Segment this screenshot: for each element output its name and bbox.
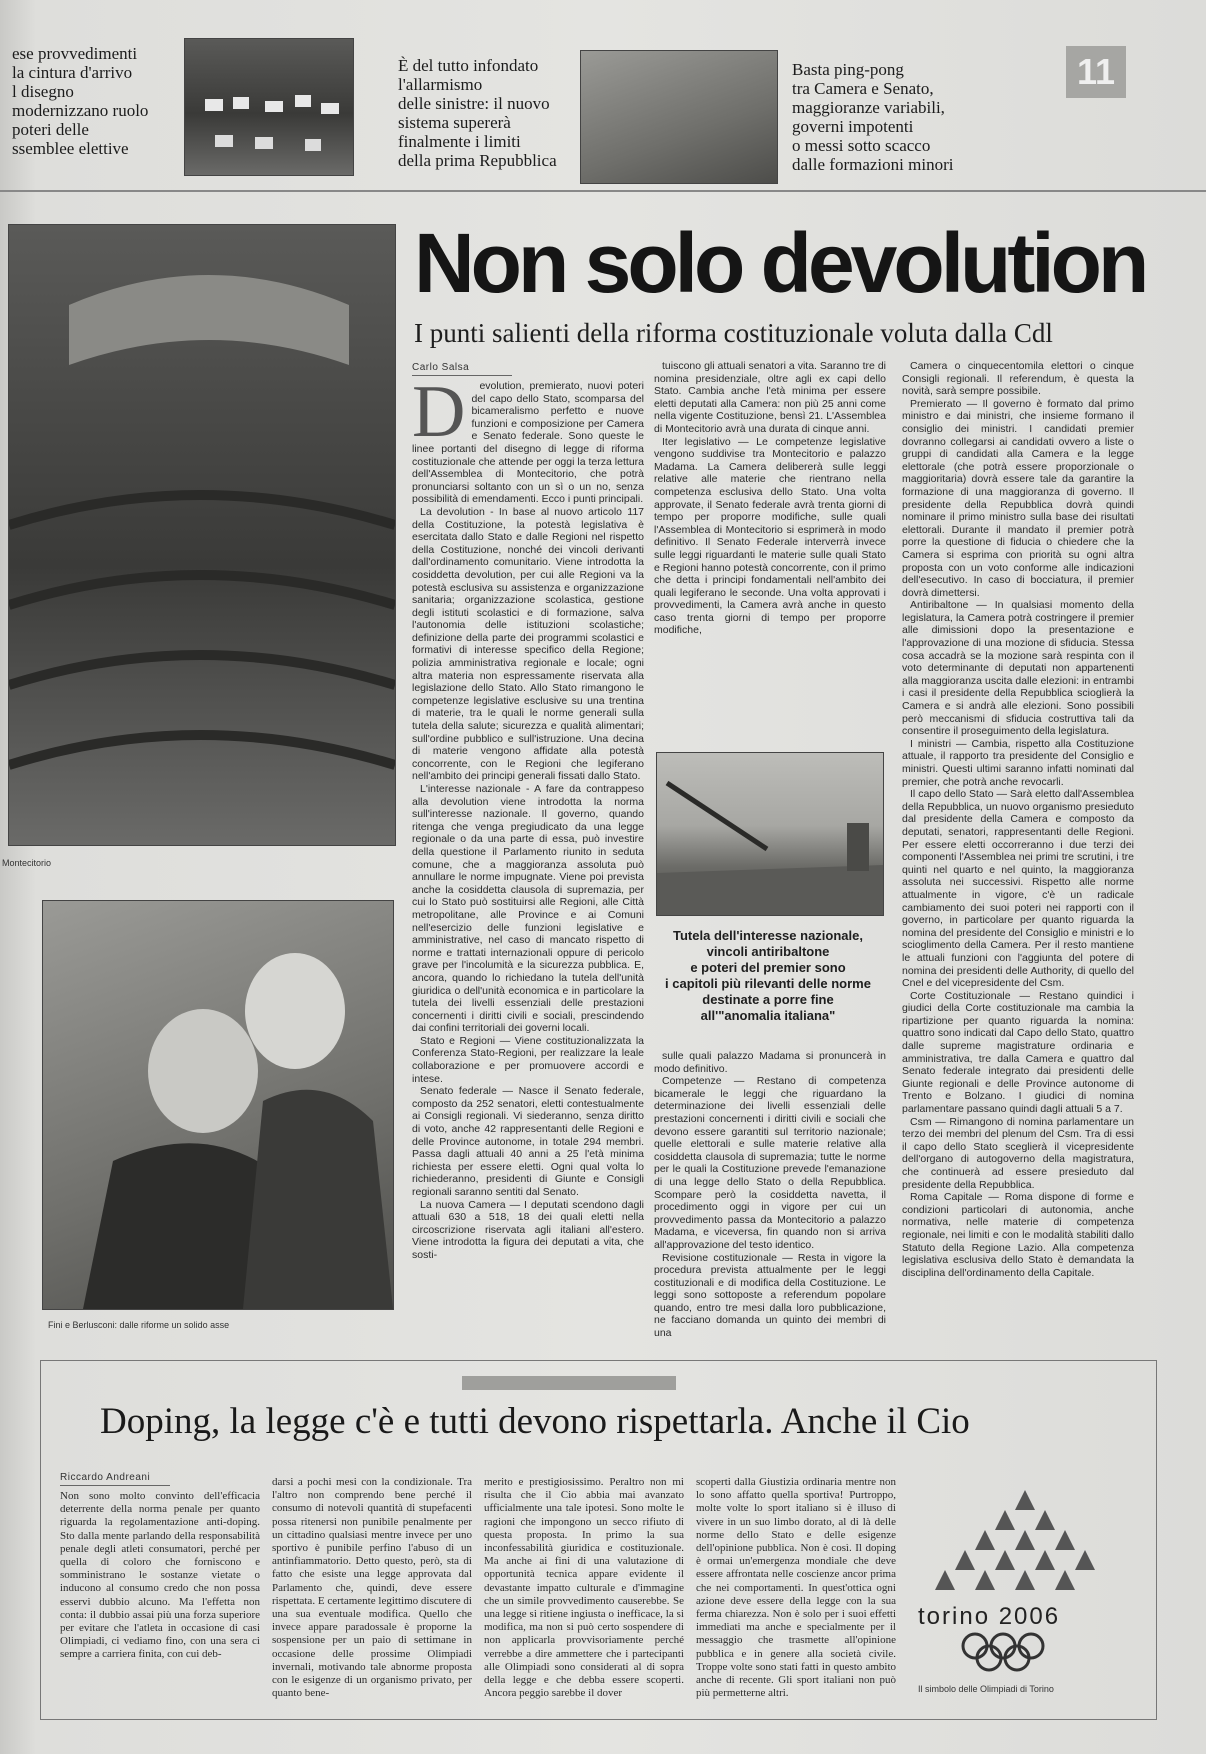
teaser-right: Basta ping-pong tra Camera e Senato, maggioranze variabili, governi impotenti o messi sotto scacco dalle formazioni minori [792, 60, 954, 174]
photo-caption-fini-berlusconi: Fini e Berlusconi: dalle riforme un solido asse [48, 1320, 230, 1330]
two-politicians-graphic [43, 901, 393, 1309]
col2b-paragraph-competenze: Competenze — Restano di competenza bicamerale le leggi che riguardano la determinazione dei livelli essenziali delle prestazioni concernenti i diritti civili e sociali che devono essere garantiti sul territorio nazionale; quelle elettorali e sulle materie relative alla cosiddetta clausola di supremazia; tutte le norme per le quali la Costituzione prevede l'emanazione di una legge dello Stato o della Repubblica. Scompare però la cosiddetta navetta, il procedimento oggi in vigore per cui un provvedimento passa da Montecitorio a palazzo Madama, e viceversa, fin quando non si arriva all'approvazione del testo identico. [654, 1075, 886, 1251]
col2b-paragraph-revisione: Revisione costituzionale — Resta in vigore la procedura prevista attualmente per le leggi costituzionali e di modifica della Costituzione. Le leggi sono sottoposte a referendum popolare quando, entro tre mesi dalla loro pubblicazione, ne facciano domanda un quinto dei membri di una [654, 1251, 886, 1340]
teaser-middle: È del tutto infondato l'allarmismo delle sinistre: il nuovo sistema supererà finalmente i limiti della prima Repubblica [398, 56, 557, 170]
doping-title: Doping, la legge c'è e tutti devono rispettarla. Anche il Cio [100, 1401, 970, 1442]
article-subhead: I punti salienti della riforma costituzionale voluta dalla Cdl [414, 318, 1053, 348]
article-column-2 [654, 360, 886, 718]
col3-paragraph-roma: Roma Capitale — Roma dispone di forme e condizioni particolari di autonomia, anche normativa, nelle materie di competenza regionale, nei limiti e con le modalità stabiliti dallo Statuto della Regione Lazio. Alla competenza legislativa esclusiva dello Stato è demandata la disciplina dell'ordinamento della Capitale. [902, 1191, 1134, 1279]
logo-caption: Il simbolo delle Olimpiadi di Torino [918, 1684, 1054, 1694]
col2-paragraph-camera-cont: tuiscono gli attuali senatori a vita. Saranno tre di nomina presidenziale, oltre agli ex capi dello Stato. Cambia anche l'età minima per essere eletti deputati alla Camera: non più 25 anni come nella vigente Costituzione, bensì 21. L'Assemblea di Montecitorio avrà una durata di cinque anni. [654, 360, 886, 435]
col3-paragraph-corte: Corte Costituzionale — Restano quindici i giudici della Corte costituzionale ma cambia la ripartizione per quanto riguarda la nomina: quattro sono indicati dal Capo dello Stato, quattro dalle supreme magistrature ordinaria e amministrativa, tre dalla Camera e quattro dal Senato federale integrato dai presidenti delle Giunte regionali e delle Province autonome di Trento e Bolzano. I giudici di nomina parlamentare passano quindi dagli attuali 5 a 7. [902, 989, 1134, 1116]
torino-2006-logo [915, 1480, 1135, 1680]
col1-paragraph-interesse-nazionale: L'interesse nazionale - A fare da contrappeso alla devolution viene introdotta la norma sull'interesse nazionale. Il governo, quando ritenga che venga pregiudicato da una legge regionale o da una parte di essa, può investire della questione il Parlamento riunito in seduta comune, che a maggioranza assoluta può annullare le norme impugnate. Viene poi prevista anche la cosiddetta clausola di supremazia, per cui lo Stato può sostituirsi alle Regioni, alle Città metropolitane, alle Province e ai Comuni nell'esercizio delle funzioni legislative e amministrative, nel caso di mancato rispetto di norme e trattati internazionali oppure di pericolo grave per l'incolumità e la sicurezza pubblica. E, ancora, quando lo richiedano la tutela dell'unità giuridica o dell'unità economica e in particolare la tutela dei livelli essenziali delle prestazioni concernenti i diritti civili e sociali, prescindendo dai confini territoriali dei governi locali. [412, 783, 644, 1035]
col3-paragraph-capo-stato: Il capo dello Stato — Sarà eletto dall'Assemblea della Repubblica, un nuovo organismo presieduto dal presidente della Camera e composto da deputati, senatori, rappresentanti delle Regioni. Per essere eletti occorreranno i due terzi dei componenti l'Assemblea nei primi tre scrutini, i tre quinti nel quarto e nel quinto, la maggioranza assoluta nei successivi. Rispetto alle norme attualmente in vigore, c'è un radicale cambiamento dei suoi poteri nei rapporti con il governo, in particolare per quanto riguarda la nomina del presidente del Consiglio e ministri e lo scioglimento della Camera. Per il resto mantiene le attuali funzioni con l'aggiunta del potere di nomina dei presidenti delle Authority, di quello del Cnel e del vicepresidente del Csm. [902, 788, 1134, 990]
col3-paragraph-referendum: Camera o cinquecentomila elettori o cinque Consigli regionali. Il referendum, è questa la novità, sarà sempre possibile. [902, 360, 1134, 398]
col3-paragraph-premierato: Premierato — Il governo è formato dal primo ministro e dai ministri, che insieme formano il consiglio dei ministri. I candidati premier dovranno collegarsi ai candidati ovvero a liste o gruppi di candidati alla Camera e la legge elettorale (che potrà essere proporzionale o maggioritaria) dovrà essere tale da garantire la formazione di una maggioranza di governo. Il presidente della Repubblica dovrà quindi nominare il primo ministro sulla base dei risultati elettorali. Durante il mandato il premier potrà porre la questione di fiducia o chiedere che la Camera si esprima con priorità su ogni altra proposta con un voto conforme alle indicazioni dell'esecutivo. In caso di bocciatura, il premier dovrà dimettersi. [902, 397, 1134, 599]
article-column-1 [412, 380, 644, 1340]
doping-section-tag [462, 1376, 676, 1390]
col1-paragraph-stato-regioni: Stato e Regioni — Viene costituzionalizzata la Conferenza Stato-Regioni, per realizzare la leale collaborazione e per promuovere accordi e intese. [412, 1034, 644, 1085]
protest-signs-graphic [185, 39, 353, 175]
doping-column-1: Non sono molto convinto dell'efficacia deterrente della norma penale per quanto riguarda la regolamentazione anti-doping. Sto dalla mente parlando della responsabilità penale degli atleti consumatori, perché per quella di coloro che forniscono e somministrano le sostanze vietate o inducono al consumo credo che non possa esservi dubbio alcuno. Ma l'effetta non conta: il dubbio assai più una forza superiore per evitare che l'atleta in occasione di casi Olimpiadi, ci vediamo fino, con una sera ci sempre a carriera finita, con cui deb- [60, 1490, 260, 1661]
col3-paragraph-ministri: I ministri — Cambia, rispetto alla Costituzione attuale, il rapporto tra presidente del Consiglio e ministri. Questi ultimi saranno infatti nominati dal premier, che potrà anche revocarli. [902, 737, 1134, 788]
col1-paragraph-devolution: La devolution - In base al nuovo articolo 117 della Costituzione, la potestà legislativa è esercitata dallo Stato e dalle Regioni nel rispetto della Costituzione, nonché dei vincoli derivanti dall'ordinamento comunitario. Viene introdotta la cosiddetta devolution, per cui alle Regioni va la potestà esclusiva su assistenza e organizzazione sanitaria; organizzazione scolastica, gestione degli istituti scolastici e di formazione, salva l'autonomia delle istituzioni scolastiche; definizione della parte dei programmi scolastici e formativi di interesse specifico della Regione; polizia amministrativa regionale e locale; ogni altra materia non espressamente riservata alla legislazione dello Stato. Allo Stato rimangono le competenze legislative esclusive su una trentina di materie, tra le quali le norme generali sulla tutela della salute; sicurezza e qualità alimentari; sull'ordine pubblico e sull'istruzione. Una decina di materie vengono affidate alla potestà concorrente, con le Regioni che legiferano nell'ambito dei principi generali fissati dallo Stato. [412, 505, 644, 783]
col1-paragraph-nuova-camera: La nuova Camera — I deputati scendono dagli attuali 630 a 518, 18 dei quali eletti nella circoscrizione riservata agli italiani all'estero. Viene introdotta la figura dei deputati a vita, che sosti- [412, 1198, 644, 1261]
article-pullquote: Tutela dell'interesse nazionale, vincoli antiribaltone e poteri del premier sono i capitoli più rilevanti delle norme destinate a porre fine all'"anomalia italiana" [665, 928, 871, 1023]
article-byline: Carlo Salsa [412, 362, 512, 376]
photo-caption-chamber: Montecitorio [2, 858, 52, 868]
doping-column-4: scoperti dalla Giustizia ordinaria mentre non lo sono affatto quella sportiva! Purtroppo, molte volte lo sport italiano si è illuso di vivere in un suo limbo dorato, al di là delle norme dello Stato e delle esigenze dell'opinione pubblica. Non è così. Il doping è ormai un'emergenza mondiale che deve essere affrontata nelle coscienze ancor prima che nei comportamenti. In quest'ottica ogni azione deve essere della legge con la sua ferma chiarezza. Non è solo per i suoi effetti immediati ma anche e specialmente per il messaggio che trasmette all'opinione pubblica e in genere alla società civile. Troppe volte sono stati fatti in questo ambito anche di recente. Gli sport italiani non può più permetterne altri. [696, 1476, 896, 1700]
rome-skyline-graphic [657, 753, 883, 915]
doping-column-2: darsi a pochi mesi con la condizionale. Tra l'altro non comprendo bene perché il consumo di notevoli quantità di stupefacenti possa ritenersi non punibile penalmente per un cittadino qualsiasi mentre invece per uno sportivo è punibile perfino l'abuso di un antinfiammatorio. Detto questo, però, sta di fatto che esiste una legge approvata dal Parlamento che, quindi, deve essere rispettata. E certamente legittimo discutere di una sua eventuale modifica. Quello che invece appare paradossale è proporne la sospensione per un paio di settimane in occasione delle prossime Olimpiadi invernali, motivando tale abnorme proposta con le esigenze di un organismo privato, per quanto bene- [272, 1476, 472, 1700]
doping-byline: Riccardo Andreani [60, 1472, 170, 1486]
teaser-photo-papers [580, 50, 778, 184]
drop-cap: D [412, 380, 466, 453]
teaser-left: ese provvedimenti la cintura d'arrivo l disegno modernizzano ruolo poteri delle ssemblee elettive [12, 44, 149, 158]
torino-2006-logo-text: torino 2006 [918, 1603, 1061, 1630]
page-number: 11 [1066, 46, 1126, 98]
article-column-3 [902, 360, 1134, 1340]
photo-rome-skyline [656, 752, 884, 916]
col3-paragraph-antiribaltone: Antiribaltone — In qualsiasi momento della legislatura, la Camera potrà costringere il premier alle dimissioni dopo la presentazione e l'approvazione di una mozione di sfiducia. Stessa cosa accadrà se la mozione sarà respinta con il voto determinante di deputati non appartenenti alla maggioranza uscita dalle elezioni: in entrambi i casi il presidente della Repubblica scioglierà la Camera e si andrà alle elezioni. Sono possibili però meccanismi di sfiducia costruttiva tali da consentire il proseguimento della legislatura. [902, 599, 1134, 738]
col1-paragraph-senato-federale: Senato federale — Nasce il Senato federale, composto da 252 senatori, eletti contestualmente ai Consigli regionali. Vi siederanno, senza diritto di voto, anche 42 rappresentanti delle Regioni e delle Province autonome, in totale 294 membri. Passa dagli attuali 40 anni a 25 l'età minima richiesta per essere eletti. Ogni qual volta lo richiederanno, presidenti di Giunte e Consigli regionali saranno sentiti dal Senato. [412, 1085, 644, 1198]
col3-paragraph-csm: Csm — Rimangono di nomina parlamentare un terzo dei membri del plenum del Csm. Tra di essi il capo dello Stato sceglierà il vicepresidente dell'organo di autogoverno della magistratura, che continuerà ad essere presieduto dal presidente della Repubblica. [902, 1115, 1134, 1191]
col1-paragraph-intro: evolution, premierato, nuovi poteri del capo dello Stato, scomparsa del bicameralismo perfetto e nuove funzioni e composizione per Camera e Senato federale. Sono queste le linee portanti del disegno di legge di riforma costituzionale che attende per oggi la terza lettura dell'Assemblea di Montecitorio, che potrà pronunciarsi soltanto con un sì o un no, senza possibilità di emendamenti. Ecco i punti principali. [412, 380, 644, 506]
col2b-paragraph-madama: sulle quali palazzo Madama si pronuncerà in modo definitivo. [654, 1050, 886, 1075]
chamber-seats-graphic [9, 225, 395, 845]
article-headline: Non solo devolution [414, 216, 1146, 310]
col2-paragraph-iter: Iter legislativo — Le competenze legislative vengono suddivise tra Montecitorio e palazzo Madama. La Camera delibererà sulle leggi relative alle materie che rientrano nella competenza esclusiva dello Stato. Una volta approvate, il Senato federale avrà trenta giorni di tempo per proporre modifiche, sulle quali l'Assemblea di Montecitorio si esprimerà in modo definitivo. Il Senato Federale interverrà invece sulle leggi riguardanti le materie sulle quali Stato e Regioni hanno potestà concorrente, con il primo che detta i principi fondamentali nell'ambito dei quali legiferano le seconde. Una volta approvati i provvedimenti, la Camera avrà anche in questo caso trenta giorni di tempo per proporre modifiche, [654, 435, 886, 637]
doping-column-3: merito e prestigiosissimo. Peraltro non mi risulta che il Cio abbia mai avanzato ufficialmente una tale ipotesi. Sono molte le ragioni che impongono un secco rifiuto di questa proposta. In primo la sua inconfessabilità giuridica e costituzionale. Ma anche ai fini di una valutazione di opportunità tecnica appare evidente il devastante impatto culturale e d'immagine che un simile provvedimento causerebbe. Se una legge si ritiene ingiusta o inefficace, la si modifica, ma non si può certo sospendere di non applicarla provvisoriamente perché verrebbe a dire ammettere che i partecipanti alle Olimpiadi sono considerati al di sopra della legge e che debba essere scoperti. Ancora peggio sarebbe il dover [484, 1476, 684, 1700]
article-column-2b [654, 1050, 886, 1340]
teaser-photo-parliament-protest [184, 38, 354, 176]
photo-chamber-of-deputies [8, 224, 396, 846]
photo-fini-berlusconi [42, 900, 394, 1310]
